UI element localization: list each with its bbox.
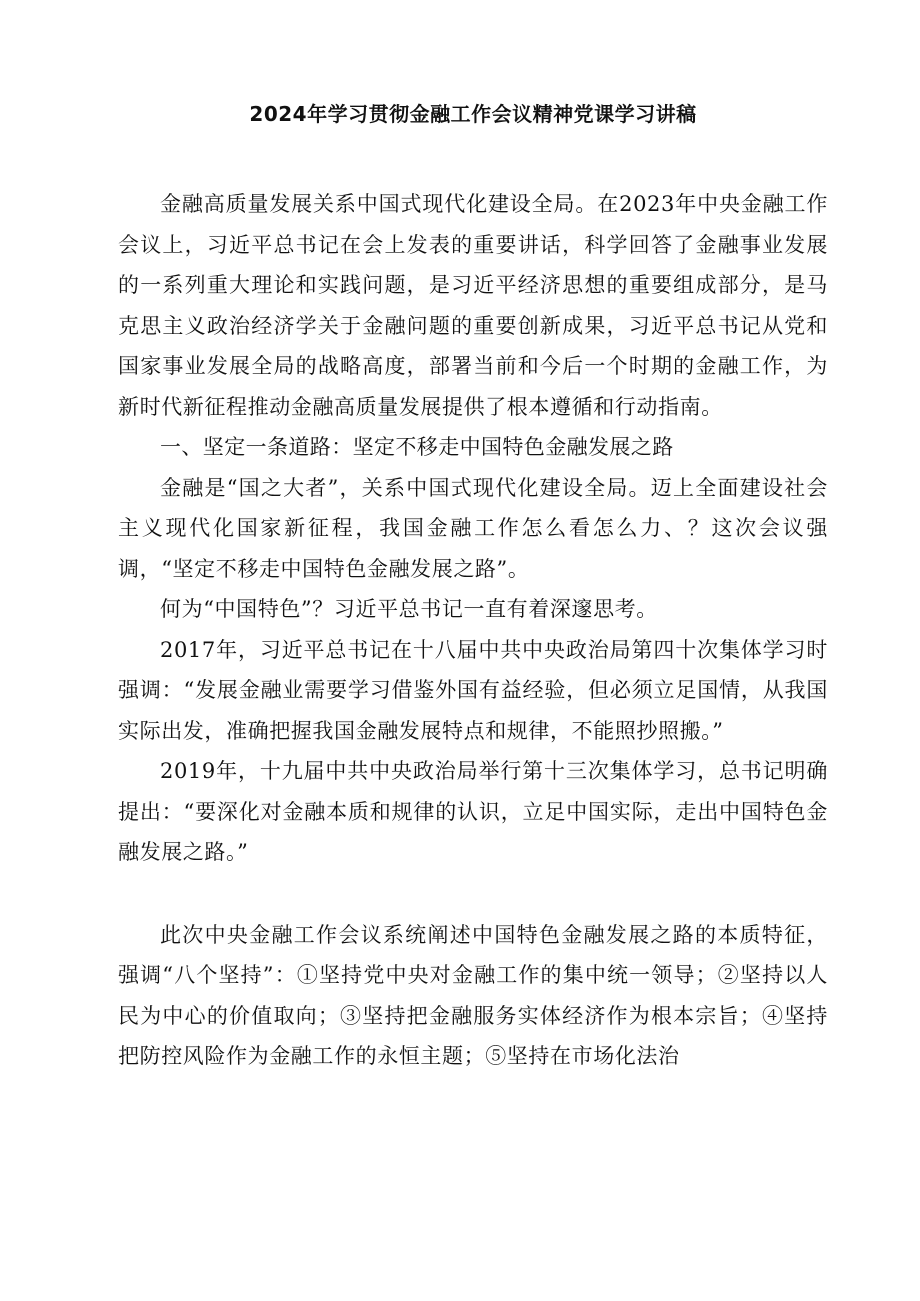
document-title: 2024年学习贯彻金融工作会议精神党课学习讲稿 — [249, 102, 697, 126]
body-paragraph: 何为“中国特色”？习近平总书记一直有着深邃思考。 — [160, 597, 658, 621]
body-paragraph: 2017年，习近平总书记在十八届中共中央政治局第四十次集体学习时强调：“发展金融业需要学习借鉴外国有益经验，但必须立足国情，从我国实际出发，准确把握我国金融发展特点和规律，不能照抄照搬。” — [118, 637, 828, 743]
body-paragraph: 此次中央金融工作会议系统阐述中国特色金融发展之路的本质特征，强调“八个坚持”：①坚持党中央对金融工作的集中统一领导；②坚持以人民为中心的价值取向；③坚持把金融服务实体经济作为根本宗旨；④坚持把防控风险作为金融工作的永恒主题；⑤坚持在市场化法治 — [118, 922, 828, 1068]
body-paragraph: 金融是“国之大者”，关系中国式现代化建设全局。迈上全面建设社会主义现代化国家新征程，我国金融工作怎么看怎么力、？这次会议强调，“坚定不移走中国特色金融发展之路”。 — [118, 475, 828, 581]
section-heading: 一、坚定一条道路：坚定不移走中国特色金融发展之路 — [160, 435, 674, 459]
intro-paragraph: 金融高质量发展关系中国式现代化建设全局。在2023年中央金融工作会议上，习近平总书记在会上发表的重要讲话，科学回答了金融事业发展的一系列重大理论和实践问题，是习近平经济思想的重要组成部分，是马克思主义政治经济学关于金融问题的重要创新成果，习近平总书记从党和国家事业发展全局的战略高度，部署当前和今后一个时期的金融工作，为新时代新征程推动金融高质量发展提供了根本遵循和行动指南。 — [118, 192, 828, 419]
body-paragraph: 2019年，十九届中共中央政治局举行第十三次集体学习，总书记明确提出：“要深化对金融本质和规律的认识，立足中国实际，走出中国特色金融发展之路。” — [118, 759, 828, 864]
